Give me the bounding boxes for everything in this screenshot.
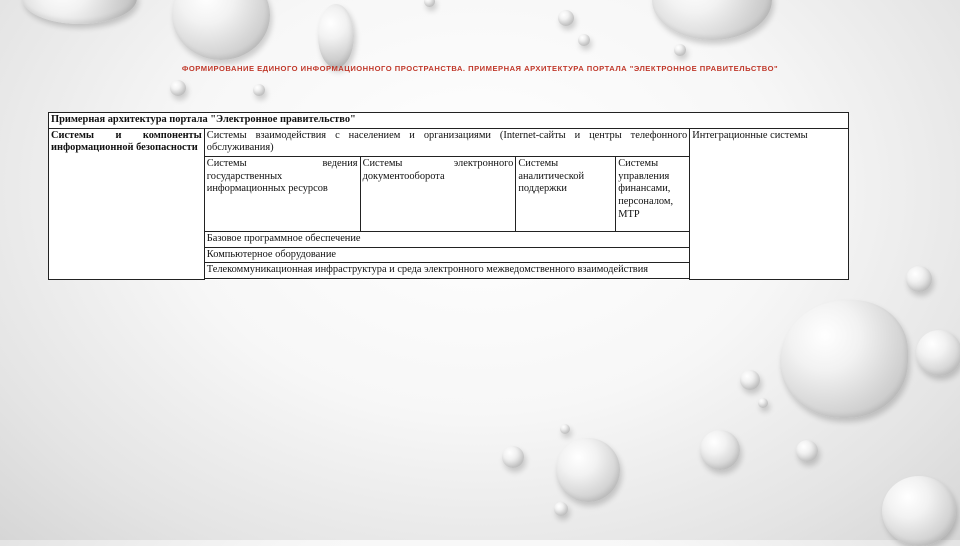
water-drop-bottom-right — [882, 476, 956, 546]
water-drop-small — [674, 44, 686, 56]
hardware-cell: Компьютерное оборудование — [204, 247, 689, 263]
water-drop-top-center — [172, 0, 270, 60]
water-drop-large-blob — [780, 300, 908, 418]
water-drop-right — [906, 266, 932, 292]
water-drop-small — [424, 0, 435, 7]
water-drop-medium — [700, 430, 740, 470]
interaction-systems-cell: Системы взаимодействия с населением и организациями (Internet-сайты и центры телефонного обслуживания) — [204, 128, 689, 156]
water-drop-medium — [796, 440, 818, 462]
base-software-cell: Базовое программное обеспечение — [204, 232, 689, 248]
water-drop-small — [560, 424, 570, 434]
state-resources-cell: Системы ведения государственных информационных ресурсов — [204, 157, 360, 232]
management-cell: Системы управления финансами, персоналом, МТР — [616, 157, 690, 232]
water-drop-small — [558, 10, 574, 26]
water-drop-top-left — [22, 0, 137, 24]
security-systems-cell: Системы и компоненты информационной безопасности — [49, 128, 205, 279]
integration-systems-cell: Интеграционные системы — [690, 128, 849, 279]
water-drop-small — [578, 34, 590, 46]
table-heading: Примерная архитектура портала "Электронное правительство" — [49, 113, 849, 129]
water-drop-small — [502, 446, 524, 468]
water-drop-small — [253, 84, 265, 96]
water-drop-right — [916, 330, 960, 376]
edms-cell: Системы электронного документооборота — [360, 157, 516, 232]
water-drop-small — [758, 398, 768, 408]
water-drop-top-right — [652, 0, 772, 40]
water-drop-small — [170, 80, 186, 96]
water-drop-bottom-center — [556, 438, 620, 502]
telecom-cell: Телекоммуникационная инфраструктура и среда электронного межведомственного взаимодействия — [204, 263, 689, 279]
slide-title: ФОРМИРОВАНИЕ ЕДИНОГО ИНФОРМАЦИОННОГО ПРОСТРАНСТВА. ПРИМЕРНАЯ АРХИТЕКТУРА ПОРТАЛА "ЭЛЕКТРОННОЕ ПРАВИТЕЛЬСТВО" — [181, 64, 779, 73]
water-drop-small — [554, 502, 568, 516]
water-drop-medium — [318, 4, 354, 68]
architecture-table — [48, 112, 849, 280]
water-drop-small — [740, 370, 760, 390]
analytics-cell: Системы аналитической поддержки — [516, 157, 616, 232]
